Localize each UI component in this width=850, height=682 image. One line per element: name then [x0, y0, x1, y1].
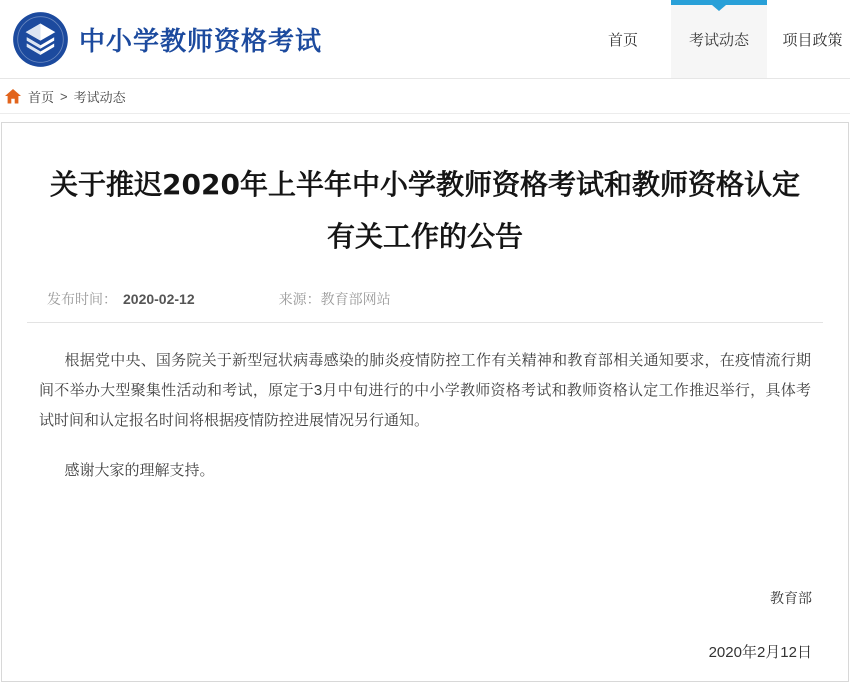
article-panel	[1, 122, 849, 682]
nav-item-label: 首页	[607, 31, 638, 49]
publish-time-value: 2020-02-12	[123, 291, 195, 307]
article-paragraph: 感谢大家的理解支持。	[64, 462, 215, 479]
publish-time-label: 发布时间：	[47, 291, 117, 307]
nav-item-label: 项目政策	[782, 31, 843, 49]
source-label: 来源：	[278, 291, 321, 307]
article-paragraph: 根据党中央、国务院关于新型冠状病毒感染的肺炎疫情防控工作有关精神和教育部相关通知要求，在疫情流行期间不举办大型聚集性活动和考试，原定于3月中旬进行的中小学教师资格考试和教师资格认定工作推迟举行，具体考试时间和认定报名时间将根据疫情防控进展情况另行通知。	[39, 352, 811, 429]
nav-item-policies[interactable]	[767, 0, 850, 78]
site-header	[0, 0, 850, 79]
meta-divider	[27, 322, 823, 323]
signature-date: 2020年2月12日	[708, 644, 812, 661]
article-meta	[47, 289, 848, 309]
nav-item-label: 考试动态	[688, 31, 749, 49]
breadcrumb-current[interactable]: 考试动态	[73, 89, 126, 105]
article-title: 关于推迟2020年上半年中小学教师资格考试和教师资格认定有关工作的公告	[50, 168, 800, 253]
article-body	[39, 346, 811, 486]
source-value: 教育部网站	[320, 291, 391, 307]
breadcrumb	[0, 79, 850, 114]
home-icon	[5, 89, 21, 104]
nav-item-exam-news[interactable]	[671, 0, 767, 78]
site-logo-icon	[12, 11, 69, 68]
main-nav	[575, 0, 850, 78]
site-title: 中小学教师资格考试	[79, 25, 323, 56]
breadcrumb-separator: >	[60, 88, 68, 104]
breadcrumb-home[interactable]: 首页	[28, 89, 55, 105]
nav-item-home[interactable]	[575, 0, 671, 78]
active-tab-indicator	[671, 0, 767, 5]
article-signature	[709, 588, 812, 662]
signature-org: 教育部	[770, 590, 812, 606]
site-logo-group[interactable]	[0, 11, 322, 68]
